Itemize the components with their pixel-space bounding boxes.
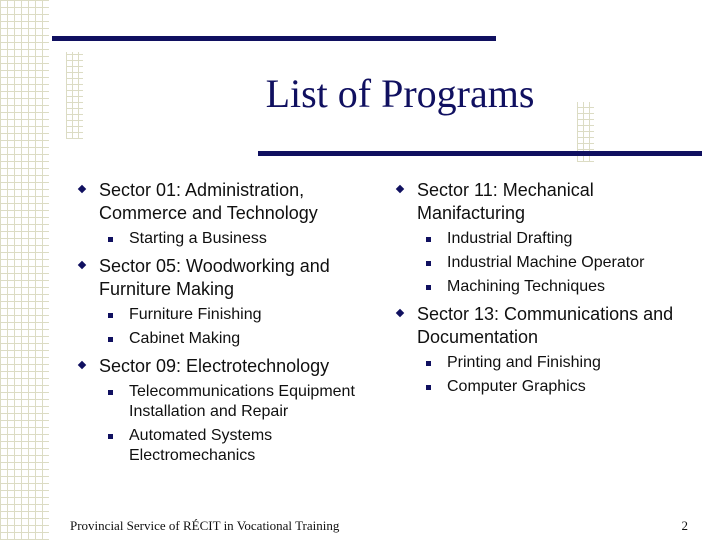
square-bullet-icon bbox=[426, 361, 431, 366]
program-label: Furniture Finishing bbox=[129, 306, 262, 323]
program-label: Printing and Finishing bbox=[447, 354, 601, 371]
program-label: Machining Techniques bbox=[447, 278, 606, 295]
program-label: Cabinet Making bbox=[129, 330, 241, 347]
program-item bbox=[396, 253, 706, 273]
program-item bbox=[396, 377, 706, 397]
sector-label: Sector 01: Administration, Commerce and Technology bbox=[99, 180, 318, 223]
square-bullet-icon bbox=[108, 390, 113, 395]
program-list bbox=[78, 229, 378, 249]
left-column bbox=[78, 179, 378, 472]
program-list bbox=[396, 353, 706, 397]
diamond-bullet-icon bbox=[78, 185, 86, 193]
diamond-bullet-icon bbox=[396, 309, 404, 317]
program-label: Industrial Machine Operator bbox=[447, 254, 645, 271]
sector-label: Sector 09: Electrotechnology bbox=[99, 356, 330, 376]
diamond-bullet-icon bbox=[78, 361, 86, 369]
footer-text: Provincial Service of RÉCIT in Vocational Training bbox=[70, 518, 340, 533]
square-bullet-icon bbox=[108, 337, 113, 342]
square-bullet-icon bbox=[108, 313, 113, 318]
square-bullet-icon bbox=[426, 385, 431, 390]
program-label: Computer Graphics bbox=[447, 378, 586, 395]
program-item bbox=[78, 426, 378, 466]
square-bullet-icon bbox=[108, 237, 113, 242]
program-item bbox=[396, 277, 706, 297]
sector-item bbox=[78, 255, 378, 301]
program-label: Automated Systems Electromechanics bbox=[129, 427, 273, 464]
program-item bbox=[78, 329, 378, 349]
program-item bbox=[78, 229, 378, 249]
diamond-bullet-icon bbox=[78, 261, 86, 269]
checkered-border-pattern bbox=[0, 0, 49, 540]
program-list bbox=[78, 305, 378, 349]
page-number: 2 bbox=[681, 518, 688, 533]
square-bullet-icon bbox=[426, 237, 431, 242]
program-item bbox=[78, 305, 378, 325]
sector-label: Sector 11: Mechanical Manifacturing bbox=[417, 180, 594, 223]
square-bullet-icon bbox=[426, 261, 431, 266]
title-top-rule bbox=[52, 36, 496, 41]
square-bullet-icon bbox=[426, 285, 431, 290]
program-item bbox=[78, 382, 378, 422]
sector-item bbox=[78, 179, 378, 225]
program-label: Starting a Business bbox=[129, 230, 267, 247]
program-list bbox=[78, 382, 378, 466]
square-bullet-icon bbox=[108, 434, 113, 439]
slide-title: List of Programs bbox=[265, 71, 535, 116]
program-item bbox=[396, 229, 706, 249]
sector-item bbox=[396, 303, 706, 349]
title-pattern-block-left bbox=[66, 52, 83, 139]
right-column bbox=[396, 179, 706, 403]
program-label: Industrial Drafting bbox=[447, 230, 573, 247]
sector-label: Sector 05: Woodworking and Furniture Making bbox=[99, 256, 330, 299]
sector-item bbox=[78, 355, 378, 378]
program-label: Telecommunications Equipment Installation and Repair bbox=[129, 383, 355, 420]
program-item bbox=[396, 353, 706, 373]
title-bottom-rule bbox=[258, 151, 702, 156]
sector-label: Sector 13: Communications and Documentation bbox=[417, 304, 674, 347]
sector-item bbox=[396, 179, 706, 225]
diamond-bullet-icon bbox=[396, 185, 404, 193]
program-list bbox=[396, 229, 706, 297]
